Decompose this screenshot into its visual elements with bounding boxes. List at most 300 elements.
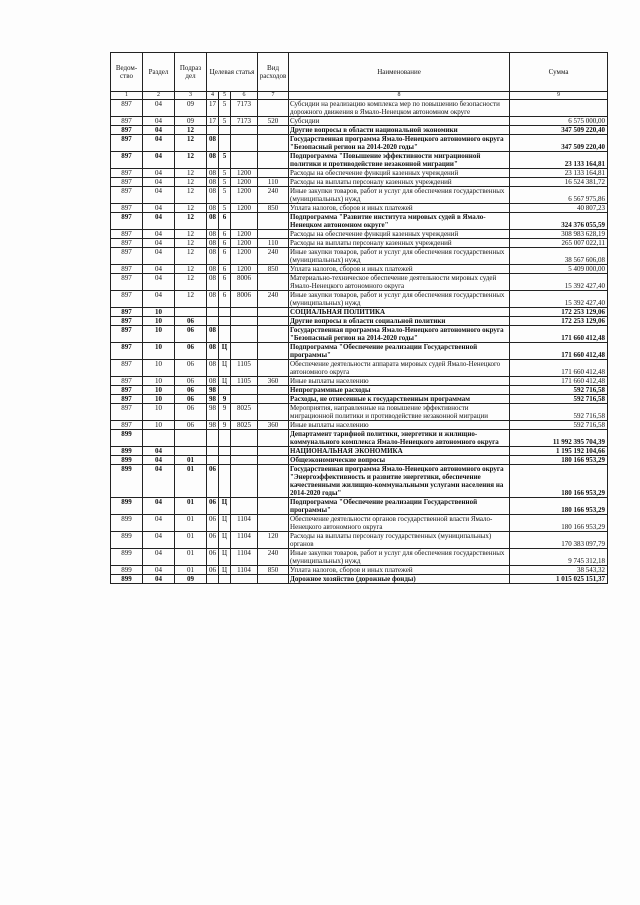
cell-vedomstvo: 897 xyxy=(111,178,143,187)
cell-vedomstvo: 899 xyxy=(111,515,143,532)
cell-summa: 180 166 953,29 xyxy=(510,456,608,465)
cell-vid-rashodov: 520 xyxy=(258,117,289,126)
cell-article xyxy=(231,343,258,360)
cell-subprogram xyxy=(219,447,231,456)
cell-article xyxy=(231,575,258,584)
cell-article xyxy=(231,395,258,404)
column-number: 8 xyxy=(289,92,510,100)
cell-summa: 265 007 022,11 xyxy=(510,239,608,248)
cell-vedomstvo: 897 xyxy=(111,343,143,360)
cell-article: 1104 xyxy=(231,532,258,549)
cell-summa: 23 133 164,81 xyxy=(510,152,608,169)
cell-naimenovanie: Расходы, не отнесенные к государственным программам xyxy=(289,395,510,404)
cell-article: 1104 xyxy=(231,549,258,566)
cell-naimenovanie: Расходы на обеспечение функций казенных учреждений xyxy=(289,230,510,239)
cell-program: 98 xyxy=(207,421,219,430)
cell-subprogram: 6 xyxy=(219,274,231,291)
cell-subprogram xyxy=(219,135,231,152)
cell-summa: 347 509 220,40 xyxy=(510,135,608,152)
cell-program: 08 xyxy=(207,152,219,169)
cell-subprogram: Ц xyxy=(219,532,231,549)
cell-naimenovanie: Государственная программа Ямало-Ненецкого автономного округа "Энергоэффективность и развитие энергетики, обеспечение качественными жилищно-коммунальными услугами населения на 2014-2020 годы" xyxy=(289,465,510,498)
cell-razdel: 04 xyxy=(143,549,175,566)
cell-naimenovanie: Подпрограмма "Повышение эффективности миграционной политики и противодействие незаконной миграции" xyxy=(289,152,510,169)
cell-naimenovanie: Подпрограмма "Обеспечение реализации Государственной программы" xyxy=(289,343,510,360)
cell-summa: 592 716,58 xyxy=(510,421,608,430)
cell-podrazdel: 01 xyxy=(175,549,207,566)
cell-naimenovanie: Обеспечение деятельности органов государственной власти Ямало-Ненецкого автономного округа xyxy=(289,515,510,532)
table-row xyxy=(111,135,608,152)
budget-table xyxy=(110,52,608,584)
cell-subprogram: 6 xyxy=(219,230,231,239)
cell-vid-rashodov xyxy=(258,152,289,169)
cell-naimenovanie: Другие вопросы в области национальной экономики xyxy=(289,126,510,135)
cell-vedomstvo: 897 xyxy=(111,100,143,117)
column-number: 2 xyxy=(143,92,175,100)
cell-razdel: 10 xyxy=(143,395,175,404)
table-row xyxy=(111,317,608,326)
cell-program: 08 xyxy=(207,178,219,187)
cell-program: 08 xyxy=(207,265,219,274)
cell-vid-rashodov xyxy=(258,343,289,360)
cell-naimenovanie: Государственная программа Ямало-Ненецкого автономного округа "Безопасный регион на 2014-2020 годы" xyxy=(289,135,510,152)
cell-summa: 1 195 192 104,66 xyxy=(510,447,608,456)
cell-vedomstvo: 897 xyxy=(111,291,143,308)
cell-razdel: 04 xyxy=(143,178,175,187)
cell-summa: 170 383 097,79 xyxy=(510,532,608,549)
cell-summa: 324 376 055,59 xyxy=(510,213,608,230)
cell-podrazdel: 06 xyxy=(175,421,207,430)
cell-article: 7173 xyxy=(231,100,258,117)
cell-subprogram xyxy=(219,386,231,395)
cell-summa: 5 409 000,00 xyxy=(510,265,608,274)
cell-article: 1200 xyxy=(231,187,258,204)
cell-subprogram: 5 xyxy=(219,100,231,117)
cell-razdel: 04 xyxy=(143,274,175,291)
cell-razdel: 04 xyxy=(143,187,175,204)
cell-podrazdel: 12 xyxy=(175,274,207,291)
cell-naimenovanie: Иные выплаты населению xyxy=(289,421,510,430)
cell-razdel: 04 xyxy=(143,213,175,230)
cell-razdel: 04 xyxy=(143,566,175,575)
cell-vedomstvo: 899 xyxy=(111,465,143,498)
cell-vid-rashodov xyxy=(258,326,289,343)
cell-podrazdel: 01 xyxy=(175,456,207,465)
cell-vid-rashodov xyxy=(258,386,289,395)
cell-program: 06 xyxy=(207,465,219,498)
cell-article xyxy=(231,135,258,152)
table-row xyxy=(111,447,608,456)
cell-vedomstvo: 897 xyxy=(111,230,143,239)
cell-subprogram: Ц xyxy=(219,549,231,566)
cell-summa: 180 166 953,29 xyxy=(510,465,608,498)
cell-podrazdel: 12 xyxy=(175,135,207,152)
cell-article xyxy=(231,447,258,456)
cell-podrazdel: 12 xyxy=(175,187,207,204)
cell-article: 1200 xyxy=(231,265,258,274)
cell-vid-rashodov xyxy=(258,213,289,230)
cell-vid-rashodov: 850 xyxy=(258,566,289,575)
cell-vid-rashodov: 110 xyxy=(258,178,289,187)
cell-subprogram xyxy=(219,308,231,317)
cell-subprogram: 6 xyxy=(219,239,231,248)
cell-article xyxy=(231,317,258,326)
cell-summa: 308 983 628,19 xyxy=(510,230,608,239)
cell-naimenovanie: Иные закупки товаров, работ и услуг для обеспечения государственных (муниципальных) нужд xyxy=(289,248,510,265)
cell-razdel: 04 xyxy=(143,248,175,265)
cell-subprogram xyxy=(219,317,231,326)
cell-summa: 15 392 427,40 xyxy=(510,274,608,291)
cell-vedomstvo: 897 xyxy=(111,117,143,126)
header-podrazdel: Подраз дел xyxy=(175,53,207,92)
cell-vid-rashodov xyxy=(258,317,289,326)
cell-program: 08 xyxy=(207,213,219,230)
cell-vid-rashodov xyxy=(258,575,289,584)
cell-vedomstvo: 899 xyxy=(111,456,143,465)
column-number: 4 xyxy=(207,92,219,100)
table-row xyxy=(111,465,608,498)
cell-podrazdel: 12 xyxy=(175,178,207,187)
cell-summa: 592 716,58 xyxy=(510,395,608,404)
table-row xyxy=(111,549,608,566)
cell-podrazdel: 01 xyxy=(175,532,207,549)
cell-program: 08 xyxy=(207,360,219,377)
cell-vid-rashodov xyxy=(258,404,289,421)
cell-vedomstvo: 899 xyxy=(111,498,143,515)
cell-razdel: 10 xyxy=(143,343,175,360)
cell-razdel: 04 xyxy=(143,204,175,213)
cell-naimenovanie: Иные закупки товаров, работ и услуг для обеспечения государственных (муниципальных) нужд xyxy=(289,187,510,204)
cell-program: 98 xyxy=(207,404,219,421)
cell-article: 1200 xyxy=(231,248,258,265)
table-row xyxy=(111,404,608,421)
cell-razdel: 10 xyxy=(143,326,175,343)
cell-razdel: 04 xyxy=(143,265,175,274)
cell-vid-rashodov: 850 xyxy=(258,204,289,213)
cell-vedomstvo: 899 xyxy=(111,430,143,447)
table-row xyxy=(111,230,608,239)
table-row xyxy=(111,187,608,204)
cell-podrazdel: 06 xyxy=(175,317,207,326)
cell-program: 98 xyxy=(207,395,219,404)
cell-program: 06 xyxy=(207,515,219,532)
cell-vedomstvo: 897 xyxy=(111,135,143,152)
cell-subprogram: 9 xyxy=(219,395,231,404)
cell-razdel: 10 xyxy=(143,360,175,377)
cell-naimenovanie: Общеэкономические вопросы xyxy=(289,456,510,465)
cell-vid-rashodov: 240 xyxy=(258,248,289,265)
cell-vid-rashodov xyxy=(258,515,289,532)
cell-subprogram: 5 xyxy=(219,187,231,204)
cell-vedomstvo: 897 xyxy=(111,377,143,386)
cell-program: 08 xyxy=(207,291,219,308)
cell-vid-rashodov xyxy=(258,126,289,135)
cell-razdel: 04 xyxy=(143,532,175,549)
cell-naimenovanie: Подпрограмма "Развитие института мировых судей в Ямало-Ненецком автономном округе" xyxy=(289,213,510,230)
cell-naimenovanie: Непрограммные расходы xyxy=(289,386,510,395)
cell-razdel: 10 xyxy=(143,421,175,430)
cell-summa: 38 567 606,08 xyxy=(510,248,608,265)
cell-podrazdel: 06 xyxy=(175,386,207,395)
cell-vid-rashodov: 240 xyxy=(258,187,289,204)
cell-naimenovanie: Дорожное хозяйство (дорожные фонды) xyxy=(289,575,510,584)
cell-vedomstvo: 897 xyxy=(111,265,143,274)
cell-podrazdel: 06 xyxy=(175,343,207,360)
cell-vedomstvo: 897 xyxy=(111,317,143,326)
cell-program xyxy=(207,430,219,447)
header-vid-rashodov: Вид расходов xyxy=(258,53,289,92)
cell-program: 08 xyxy=(207,274,219,291)
cell-subprogram xyxy=(219,126,231,135)
cell-article xyxy=(231,152,258,169)
cell-vid-rashodov xyxy=(258,308,289,317)
cell-vedomstvo: 897 xyxy=(111,169,143,178)
cell-article xyxy=(231,126,258,135)
cell-vid-rashodov xyxy=(258,465,289,498)
cell-vedomstvo: 899 xyxy=(111,575,143,584)
cell-summa: 23 133 164,81 xyxy=(510,169,608,178)
cell-razdel: 04 xyxy=(143,447,175,456)
cell-naimenovanie: Расходы на обеспечение функций казенных учреждений xyxy=(289,169,510,178)
cell-podrazdel xyxy=(175,447,207,456)
cell-summa: 16 524 381,72 xyxy=(510,178,608,187)
cell-article: 8025 xyxy=(231,404,258,421)
cell-vid-rashodov xyxy=(258,230,289,239)
cell-subprogram: Ц xyxy=(219,360,231,377)
cell-vedomstvo: 897 xyxy=(111,404,143,421)
cell-podrazdel: 06 xyxy=(175,395,207,404)
cell-program: 08 xyxy=(207,230,219,239)
cell-subprogram: 6 xyxy=(219,291,231,308)
cell-summa: 6 567 975,86 xyxy=(510,187,608,204)
cell-subprogram xyxy=(219,465,231,498)
cell-naimenovanie: СОЦИАЛЬНАЯ ПОЛИТИКА xyxy=(289,308,510,317)
table-row xyxy=(111,360,608,377)
cell-article: 1105 xyxy=(231,377,258,386)
cell-vid-rashodov xyxy=(258,498,289,515)
cell-vid-rashodov xyxy=(258,100,289,117)
cell-program: 08 xyxy=(207,135,219,152)
cell-summa: 172 253 129,06 xyxy=(510,308,608,317)
cell-podrazdel: 12 xyxy=(175,152,207,169)
cell-podrazdel: 09 xyxy=(175,117,207,126)
cell-subprogram: 6 xyxy=(219,248,231,265)
cell-razdel: 10 xyxy=(143,404,175,421)
cell-subprogram: 9 xyxy=(219,421,231,430)
cell-summa: 171 660 412,48 xyxy=(510,326,608,343)
cell-vedomstvo: 897 xyxy=(111,326,143,343)
cell-article xyxy=(231,308,258,317)
column-number: 7 xyxy=(258,92,289,100)
cell-vedomstvo: 897 xyxy=(111,152,143,169)
table-row xyxy=(111,430,608,447)
cell-vedomstvo: 897 xyxy=(111,360,143,377)
cell-program: 08 xyxy=(207,343,219,360)
cell-vedomstvo: 897 xyxy=(111,213,143,230)
cell-vedomstvo: 899 xyxy=(111,566,143,575)
cell-razdel: 04 xyxy=(143,230,175,239)
column-number: 3 xyxy=(175,92,207,100)
cell-vid-rashodov xyxy=(258,447,289,456)
cell-subprogram: 5 xyxy=(219,152,231,169)
cell-podrazdel: 12 xyxy=(175,239,207,248)
cell-vid-rashodov xyxy=(258,274,289,291)
cell-subprogram: 5 xyxy=(219,117,231,126)
cell-summa: 38 543,32 xyxy=(510,566,608,575)
cell-podrazdel: 12 xyxy=(175,204,207,213)
cell-program: 17 xyxy=(207,100,219,117)
cell-summa: 15 392 427,40 xyxy=(510,291,608,308)
table-row xyxy=(111,395,608,404)
cell-subprogram: 5 xyxy=(219,178,231,187)
column-number-row xyxy=(111,92,608,100)
header-celevaya-statya: Целевая статья xyxy=(207,53,258,92)
cell-vid-rashodov: 240 xyxy=(258,549,289,566)
table-row xyxy=(111,204,608,213)
table-row xyxy=(111,265,608,274)
cell-program: 08 xyxy=(207,187,219,204)
cell-naimenovanie: НАЦИОНАЛЬНАЯ ЭКОНОМИКА xyxy=(289,447,510,456)
cell-naimenovanie: Расходы на выплаты персоналу казенных учреждений xyxy=(289,178,510,187)
cell-summa: 40 807,23 xyxy=(510,204,608,213)
cell-subprogram: 5 xyxy=(219,169,231,178)
cell-program: 08 xyxy=(207,239,219,248)
cell-naimenovanie: Государственная программа Ямало-Ненецкого автономного округа "Безопасный регион на 2014-2020 годы" xyxy=(289,326,510,343)
cell-razdel: 04 xyxy=(143,169,175,178)
cell-podrazdel: 12 xyxy=(175,169,207,178)
table-row xyxy=(111,498,608,515)
table-row xyxy=(111,515,608,532)
cell-podrazdel: 01 xyxy=(175,465,207,498)
cell-article: 1200 xyxy=(231,239,258,248)
cell-summa: 172 253 129,06 xyxy=(510,317,608,326)
cell-article: 8025 xyxy=(231,421,258,430)
cell-article xyxy=(231,326,258,343)
cell-summa: 592 716,58 xyxy=(510,386,608,395)
table-row xyxy=(111,213,608,230)
cell-subprogram: 9 xyxy=(219,404,231,421)
cell-program xyxy=(207,317,219,326)
cell-podrazdel: 12 xyxy=(175,230,207,239)
cell-vedomstvo: 897 xyxy=(111,187,143,204)
cell-naimenovanie: Материально-техническое обеспечение деятельности мировых судей Ямало-Ненецкого автономного округа xyxy=(289,274,510,291)
header-row xyxy=(111,53,608,92)
cell-naimenovanie: Субсидии на реализацию комплекса мер по повышению безопасности дорожного движения в Ямало-Ненецком автономном округе xyxy=(289,100,510,117)
cell-vedomstvo: 899 xyxy=(111,447,143,456)
cell-vedomstvo: 897 xyxy=(111,248,143,265)
cell-program: 08 xyxy=(207,248,219,265)
cell-vid-rashodov: 360 xyxy=(258,377,289,386)
cell-subprogram xyxy=(219,430,231,447)
header-vedomstvo: Ведом-ство xyxy=(111,53,143,92)
cell-summa: 180 166 953,29 xyxy=(510,498,608,515)
cell-vid-rashodov xyxy=(258,135,289,152)
cell-razdel: 10 xyxy=(143,377,175,386)
cell-podrazdel: 12 xyxy=(175,213,207,230)
table-row xyxy=(111,169,608,178)
cell-subprogram: Ц xyxy=(219,515,231,532)
cell-razdel: 04 xyxy=(143,498,175,515)
header-razdel: Раздел xyxy=(143,53,175,92)
cell-program: 08 xyxy=(207,377,219,386)
table-row xyxy=(111,308,608,317)
cell-subprogram xyxy=(219,575,231,584)
cell-vid-rashodov xyxy=(258,430,289,447)
cell-razdel: 04 xyxy=(143,239,175,248)
cell-podrazdel: 12 xyxy=(175,248,207,265)
table-row xyxy=(111,343,608,360)
cell-podrazdel: 06 xyxy=(175,377,207,386)
cell-podrazdel xyxy=(175,308,207,317)
header-summa: Сумма xyxy=(510,53,608,92)
cell-program: 06 xyxy=(207,498,219,515)
cell-razdel xyxy=(143,430,175,447)
cell-vedomstvo: 897 xyxy=(111,239,143,248)
table-row xyxy=(111,274,608,291)
cell-razdel: 10 xyxy=(143,386,175,395)
cell-vid-rashodov: 850 xyxy=(258,265,289,274)
cell-razdel: 04 xyxy=(143,575,175,584)
cell-subprogram: 6 xyxy=(219,265,231,274)
cell-podrazdel: 06 xyxy=(175,404,207,421)
cell-naimenovanie: Департамент тарифной политики, энергетики и жилищно-коммунального комплекса Ямало-Ненецкого автономного округа xyxy=(289,430,510,447)
cell-summa xyxy=(510,100,608,117)
cell-podrazdel xyxy=(175,430,207,447)
header-naimenovanie: Наименование xyxy=(289,53,510,92)
cell-vedomstvo: 897 xyxy=(111,395,143,404)
cell-naimenovanie: Уплата налогов, сборов и иных платежей xyxy=(289,265,510,274)
table-row xyxy=(111,239,608,248)
cell-program: 06 xyxy=(207,549,219,566)
cell-razdel: 04 xyxy=(143,515,175,532)
cell-razdel: 04 xyxy=(143,126,175,135)
cell-podrazdel: 09 xyxy=(175,575,207,584)
table-row xyxy=(111,566,608,575)
cell-article: 8006 xyxy=(231,274,258,291)
cell-naimenovanie: Уплата налогов, сборов и иных платежей xyxy=(289,566,510,575)
cell-vid-rashodov xyxy=(258,360,289,377)
cell-vid-rashodov: 360 xyxy=(258,421,289,430)
cell-summa: 6 575 000,00 xyxy=(510,117,608,126)
cell-podrazdel: 01 xyxy=(175,498,207,515)
cell-razdel: 04 xyxy=(143,456,175,465)
cell-program: 98 xyxy=(207,386,219,395)
cell-program xyxy=(207,126,219,135)
cell-vedomstvo: 897 xyxy=(111,308,143,317)
cell-summa: 180 166 953,29 xyxy=(510,515,608,532)
cell-vedomstvo: 897 xyxy=(111,274,143,291)
table-row xyxy=(111,456,608,465)
cell-naimenovanie: Иные закупки товаров, работ и услуг для обеспечения государственных (муниципальных) нужд xyxy=(289,549,510,566)
table-row xyxy=(111,126,608,135)
table-row xyxy=(111,377,608,386)
table-row xyxy=(111,386,608,395)
cell-article: 1105 xyxy=(231,360,258,377)
cell-article xyxy=(231,498,258,515)
cell-article: 7173 xyxy=(231,117,258,126)
cell-razdel: 04 xyxy=(143,291,175,308)
table-row xyxy=(111,152,608,169)
cell-summa: 171 660 412,48 xyxy=(510,377,608,386)
table-row xyxy=(111,575,608,584)
cell-vedomstvo: 897 xyxy=(111,421,143,430)
cell-program xyxy=(207,575,219,584)
cell-naimenovanie: Уплата налогов, сборов и иных платежей xyxy=(289,204,510,213)
cell-article: 1200 xyxy=(231,230,258,239)
cell-program: 08 xyxy=(207,169,219,178)
cell-podrazdel: 06 xyxy=(175,326,207,343)
cell-razdel: 04 xyxy=(143,117,175,126)
